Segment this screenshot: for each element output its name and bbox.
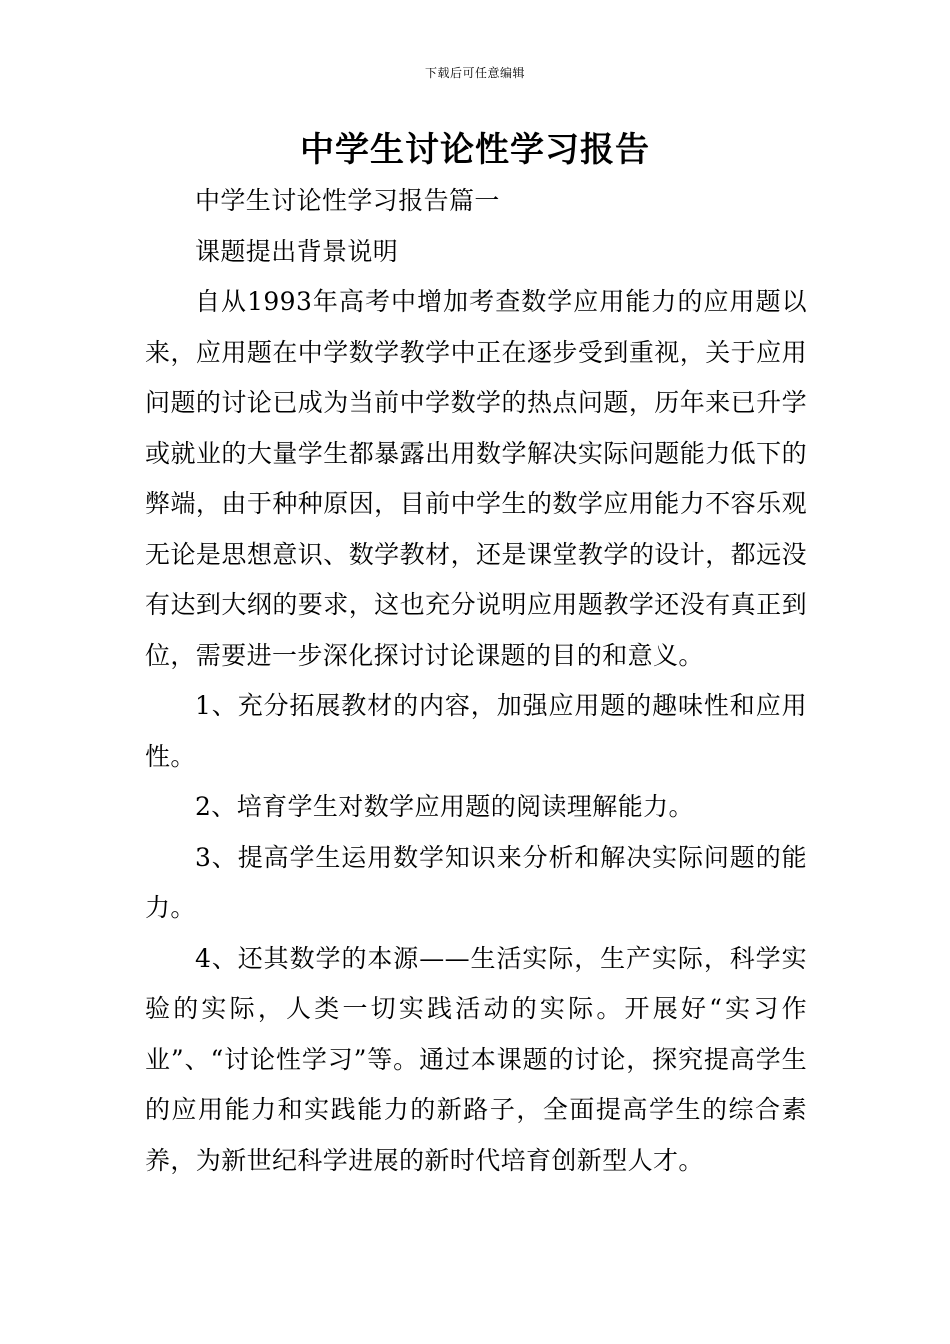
subsection-heading: 课题提出背景说明 (195, 236, 399, 266)
section-heading: 中学生讨论性学习报告篇一 (195, 186, 500, 215)
document-title: 中学生讨论性学习报告 (300, 130, 650, 170)
document-body (145, 176, 807, 1186)
list-item-4: 4、还其数学的本源——生活实际，生产实际，科学实验的实际，人类一切实践活动的实际。开展好“实习作业”、“讨论性学习”等。通过本课题的讨论，探究提高学生的应用能力和实践能力的新路子，全面提高学生的综合素养，为新世纪科学进展的新时代培育创新型人才。 (145, 943, 807, 1175)
list-item-3: 3、提高学生运用数学知识来分析和解决实际问题的能力。 (145, 842, 807, 922)
background-paragraph: 自从1993年高考中增加考查数学应用能力的应用题以来，应用题在中学数学教学中正在逐步受到重视，关于应用问题的讨论已成为当前中学数学的热点问题，历年来已升学或就业的大量学生都暴露出用数学解决实际问题能力低下的弊端，由于种种原因，目前中学生的数学应用能力不容乐观无论是思想意识、数学教材，还是课堂教学的设计，都远没有达到大纲的要求，这也充分说明应用题教学还没有真正到位，需要进一步深化探讨讨论课题的目的和意义。 (145, 287, 807, 670)
header-note: 下载后可任意编辑 (424, 66, 525, 80)
list-item-1: 1、充分拓展教材的内容，加强应用题的趣味性和应用性。 (145, 691, 807, 771)
list-item-2: 2、培育学生对数学应用题的阅读理解能力。 (195, 792, 694, 821)
